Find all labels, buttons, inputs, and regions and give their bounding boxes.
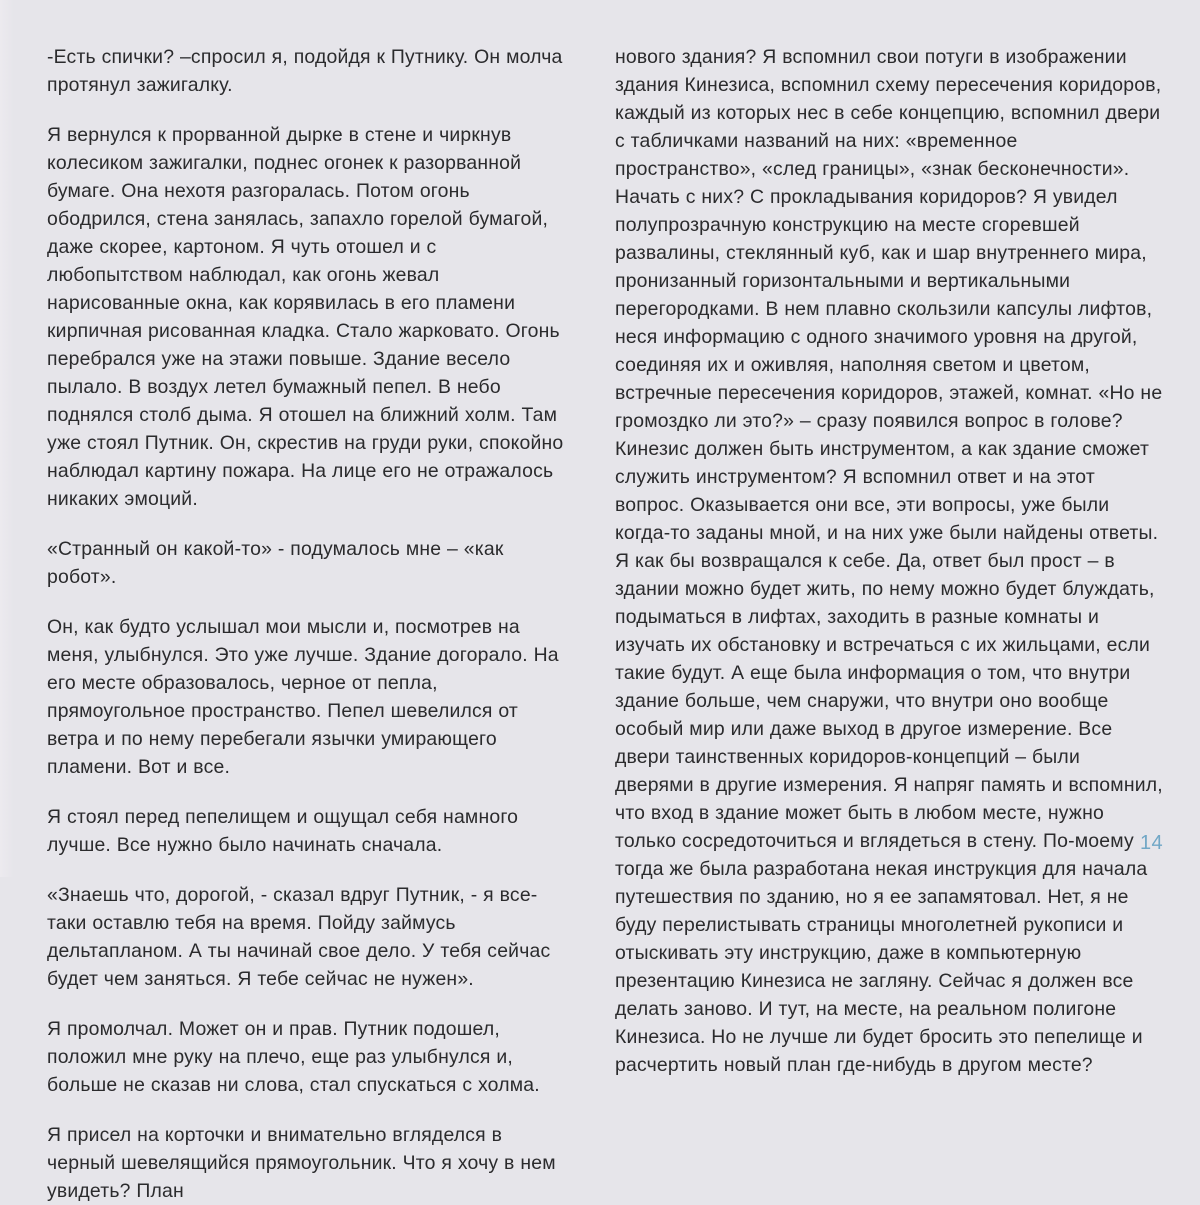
paragraph: «Знаешь что, дорогой, - сказал вдруг Путник, - я все-таки оставлю тебя на время. Пойду займусь дельтапланом. А ты начинай свое дело. У тебя сейчас будет чем заняться. Я тебе сейчас не нужен». [47, 884, 551, 990]
paragraph: Я вернулся к прорванной дырке в стене и чиркнув колесиком зажигалки, поднес огонек к разорванной бумаге. Она нехотя разгоралась. Потом огонь ободрился, стена занялась, запахло горелой бумагой, даже скорее, картоном. Я чуть отошел и с любопытством наблюдал, как огонь жевал нарисованные окна, как корявилась в его пламени кирпичная рисованная кладка. Стало жарковато. Огонь перебрался уже на этажи повыше. Здание весело пылало. В воздух летел бумажный пепел. В небо поднялся столб дыма. Я отошел на ближний холм. Там уже стоял Путник. Он, скрестив на груди руки, спокойно наблюдал картину пожара. На лице его не отражалось никаких эмоций. [47, 124, 564, 510]
paragraph: Он, как будто услышал мои мысли и, посмотрев на меня, улыбнулся. Это уже лучше. Здание догорало. На его месте образовалось, черное от пепла, прямоугольное пространство. Пепел шевелился от ветра и по нему перебегали язычки умирающего пламени. Вот и все. [47, 616, 559, 778]
text-column-right [600, 0, 1200, 1079]
paragraph: Я стоял перед пепелищем и ощущал себя намного лучше. Все нужно было начинать сначала. [47, 806, 519, 856]
paragraph: Я присел на корточки и внимательно вгляделся в черный шевелящийся прямоугольник. Что я хочу в нем увидеть? План [47, 1124, 556, 1202]
paragraph: «Странный он какой-то» - подумалось мне – «как робот». [47, 538, 504, 588]
page-number: 14 [1139, 832, 1163, 854]
paragraph: нового здания? Я вспомнил свои потуги в изображении здания Кинезиса, вспомнил схему пересечения коридоров, каждый из которых нес в себе концепцию, вспомнил двери с табличками названий на них: «временное пространство», «след границы», «знак бесконечности». Начать с них? С прокладывания коридоров? Я увидел полупрозрачную конструкцию на месте сгоревшей развалины, стеклянный куб, как и шар внутреннего мира, пронизанный горизонтальными и вертикальными перегородками. В нем плавно скользили капсулы лифтов, неся информацию с одного значимого уровня на другой, соединяя их и оживляя, наполняя светом и цветом, встречные пересечения коридоров, этажей, комнат. «Но не громоздко ли это?» – сразу появился вопрос в голове? Кинезис должен быть инструментом, а как здание сможет служить инструментом? Я вспомнил ответ и на этот вопрос. Оказывается они все, эти вопросы, уже были когда-то заданы мной, и на них уже были найдены ответы. Я как бы возвращался к себе. Да, ответ был прост – в здании можно будет жить, по нему можно будет блуждать, подыматься в лифтах, заходить в разные комнаты и изучать их обстановку и встречаться с их жильцами, если такие будут. А еще была информация о том, что внутри здание больше, чем снаружи, что внутри оно вообще особый мир или даже выход в другое измерение. Все двери таинственных коридоров-концепций – были дверями в другие измерения. Я напряг память и вспомнил, что вход в здание может быть в любом месте, нужно только сосредоточиться и вглядеться в стену. По-моему тогда же была разработана некая инструкция для начала путешествия по зданию, но я ее запамятовал. Нет, я не буду перелистывать страницы многолетней рукописи и отыскивать эту инструкцию, даже в компьютерную презентацию Кинезиса не загляну. Сейчас я должен все делать заново. И тут, на месте, на реальном полигоне Кинезиса. Но не лучше ли будет бросить это пепелище и расчертить новый план где-нибудь в другом месте? [615, 46, 1163, 1076]
paragraph: -Есть спички? –спросил я, подойдя к Путнику. Он молча протянул зажигалку. [47, 46, 563, 96]
paragraph: Я промолчал. Может он и прав. Путник подошел, положил мне руку на плечо, еще раз улыбнулся и, больше не сказав ни слова, стал спускаться с холма. [47, 1018, 540, 1096]
